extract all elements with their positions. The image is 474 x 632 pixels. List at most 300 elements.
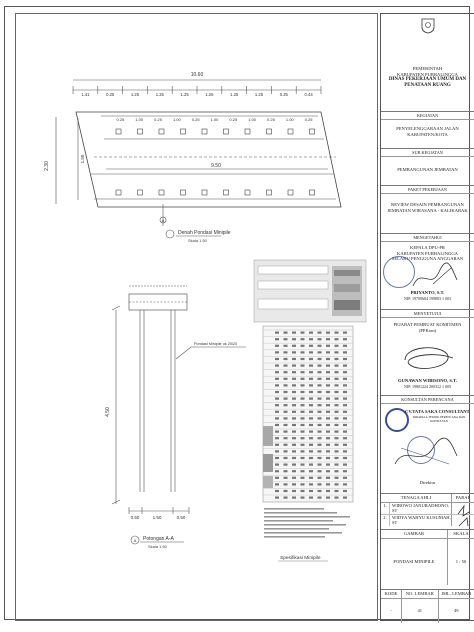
spec-table-cell — [326, 411, 330, 413]
spec-table-cell — [301, 417, 305, 419]
spec-note-line — [264, 524, 346, 526]
spec-table-cell — [275, 371, 279, 373]
plan-pile — [116, 129, 121, 134]
section-view — [112, 286, 246, 544]
plan-top-segment-label: 1.25 — [254, 92, 264, 97]
spec-table-cell — [301, 365, 305, 367]
spec-table-cell — [292, 457, 296, 459]
plan-top-segment-label: 1.41 — [81, 92, 90, 97]
spec-table-cell — [284, 378, 288, 380]
spec-table-cell — [343, 338, 347, 340]
section-bottom-dim: 1.50 — [152, 515, 162, 520]
spec-table-cell — [335, 497, 339, 499]
tb-subkegiatan — [381, 149, 474, 186]
tb-gambar-header: GAMBAR — [381, 530, 448, 538]
tb-kegiatan-value: PENYELENGGARAAN JALAN KABUPATEN/KOTA — [396, 126, 459, 137]
spec-table-cell — [343, 345, 347, 347]
plan-inner-segment-label: 0.25 — [304, 117, 313, 122]
spec-table-cell — [275, 450, 279, 452]
spec-table-cell — [275, 431, 279, 433]
spec-table-cell — [309, 497, 313, 499]
plan-pile — [267, 190, 272, 195]
plan-pile — [159, 129, 164, 134]
tb-kode-value: - — [381, 599, 402, 623]
spec-table-cell — [292, 411, 296, 413]
spec-table-cell — [335, 332, 339, 334]
spec-table-cell — [326, 424, 330, 426]
spec-table-cell — [335, 371, 339, 373]
spec-table-cell — [301, 444, 305, 446]
spec-table-cell — [275, 444, 279, 446]
plan-inner-segment-label: 0.25 — [267, 117, 275, 122]
tb-konsultan — [381, 396, 474, 494]
tb-mengetahui-line1: KEPALA DPU-PR — [410, 245, 445, 251]
spec-table-cell — [309, 470, 313, 472]
plan-pile — [245, 190, 250, 195]
spec-table-cell — [309, 332, 313, 334]
plan-top-segment-label: 1.25 — [130, 92, 140, 97]
spec-table-cell — [343, 437, 347, 439]
spec-table-cell — [275, 404, 279, 406]
spec-table-cell — [335, 483, 339, 485]
spec-table-cell — [309, 450, 313, 452]
spec-table-cell — [335, 338, 339, 340]
spec-table-cell — [292, 483, 296, 485]
spec-table-cell — [343, 477, 347, 479]
spec-table-cell — [326, 384, 330, 386]
spec-table-cell — [335, 365, 339, 367]
spec-table-cell — [335, 345, 339, 347]
tb-tenaga-name: WIDYA WAHYU KUSUMAH, ST — [392, 514, 451, 525]
tb-tenaga-name: WIBOWO JANURADHONO, ST — [390, 503, 452, 514]
spec-table-cell — [301, 345, 305, 347]
plan-inner-segment-labels — [117, 117, 314, 122]
spec-table-cell — [284, 437, 288, 439]
plan-pile — [138, 129, 143, 134]
spec-table-cell — [301, 378, 305, 380]
spec-table-cell — [343, 417, 347, 419]
plan-top-segment-label: 0.44 — [304, 92, 313, 97]
spec-table-cell — [309, 378, 313, 380]
section-bottom-dim: 0.50 — [176, 515, 186, 520]
plan-top-segment-label: 1.25 — [205, 92, 214, 97]
plan-pile — [267, 129, 272, 134]
spec-table-cell — [301, 338, 305, 340]
spec-table-cell — [284, 424, 288, 426]
spec-table-cell — [326, 338, 330, 340]
plan-inner-segment-label: 1.00 — [285, 117, 294, 122]
spec-table-cell — [284, 417, 288, 419]
plan-view — [56, 80, 341, 226]
spec-table-cell — [292, 437, 296, 439]
spec-table-cell — [318, 437, 322, 439]
spec-table-cell — [309, 431, 313, 433]
spec-table-cell — [318, 424, 322, 426]
plan-pile — [310, 190, 315, 195]
spec-table-cell — [335, 378, 339, 380]
spec-table-cell — [275, 398, 279, 400]
spec-table-cell — [292, 464, 296, 466]
tb-org-line1: PEMERINTAH — [412, 66, 443, 71]
spec-table-cell — [275, 437, 279, 439]
tb-menyetujui-header: MENYETUJUI — [381, 310, 474, 318]
spec-table-cell — [301, 464, 305, 466]
spec-table-cell — [335, 384, 339, 386]
spec-table-cell — [335, 351, 339, 353]
spec-table-cell — [301, 431, 305, 433]
spec-table-cell — [309, 358, 313, 360]
spec-table-cell — [301, 391, 305, 393]
tb-konsultan-sub: DIRAPALA TEKNIK PERENCANA DAN KONSULTAN — [412, 415, 466, 423]
technical-drawing — [16, 14, 377, 620]
tb-mengetahui-nip: NIP. 19700604 199803 1 003 — [403, 296, 451, 301]
spec-table-cell — [335, 417, 339, 419]
spec-table-cell — [326, 351, 330, 353]
spec-table-cell — [343, 424, 347, 426]
spec-table-cell — [318, 391, 322, 393]
plan-top-segment-label: 0.25 — [106, 92, 115, 97]
spec-table-cell — [318, 483, 322, 485]
spec-table-cell — [343, 384, 347, 386]
plan-pile — [288, 190, 293, 195]
drawing-area — [15, 13, 378, 621]
spec-table-cell — [318, 497, 322, 499]
spec-table-cell — [309, 365, 313, 367]
tb-mengetahui — [381, 234, 474, 310]
tb-mengetahui-header: MENGETAHUI — [381, 234, 474, 242]
spec-table-cell — [318, 417, 322, 419]
spec-table-cell — [284, 477, 288, 479]
spec-table-cell — [275, 391, 279, 393]
tb-konsultan-header: KONSULTAN PERENCANA — [381, 396, 474, 404]
spec-table-cell — [309, 483, 313, 485]
spec-table-cell — [318, 358, 322, 360]
spec-note-line — [264, 528, 329, 530]
spec-table-cell — [284, 497, 288, 499]
spec-table-cell — [284, 345, 288, 347]
plan-inner-segment-label: 1.00 — [210, 117, 219, 122]
spec-table-cell — [284, 457, 288, 459]
spec-table-cell — [292, 365, 296, 367]
spec-table-cell — [326, 345, 330, 347]
spec-table-cell — [309, 338, 313, 340]
spec-table-cell — [275, 411, 279, 413]
spec-table-cell — [301, 411, 305, 413]
spec-table-cell — [292, 371, 296, 373]
plan-inner-segment-label: 1.00 — [135, 117, 144, 122]
spec-table-cell — [284, 411, 288, 413]
spec-table-cell — [301, 477, 305, 479]
spec-table-cell — [326, 477, 330, 479]
section-bottom-dim: 0.50 — [130, 515, 140, 520]
spec-note-line — [264, 536, 325, 538]
spec-table-cell — [343, 398, 347, 400]
spec-table-cell — [284, 384, 288, 386]
spec-table-cell — [335, 444, 339, 446]
spec-table-cell — [335, 437, 339, 439]
spec-table-cell — [343, 365, 347, 367]
spec-table-cell — [275, 477, 279, 479]
spec-table-cell — [284, 404, 288, 406]
spec-table-cell — [318, 470, 322, 472]
spec-table-cell — [301, 483, 305, 485]
spec-table-cell — [326, 457, 330, 459]
spec-table-cell — [301, 450, 305, 452]
tb-paket-value: REVIEW DESAIN PEMBANGUNAN JEMBATAN WIRASANA - KALIKABAK — [387, 202, 468, 213]
spec-table-cell — [343, 351, 347, 353]
spec-table-cell — [275, 378, 279, 380]
spec-table-cell — [275, 497, 279, 499]
spec-table-cell — [284, 391, 288, 393]
spec-table-cell — [343, 490, 347, 492]
spec-table-cell — [292, 470, 296, 472]
tb-lembar — [381, 590, 474, 622]
spec-table-cell — [292, 384, 296, 386]
plan-title-bubble — [166, 230, 174, 238]
spec-table-cell — [335, 404, 339, 406]
spec-table-cell — [343, 378, 347, 380]
spec-table-cell — [292, 378, 296, 380]
spec-table-cell — [275, 338, 279, 340]
spec-table-cell — [301, 424, 305, 426]
spec-table-cell — [284, 464, 288, 466]
tb-menyetujui-line2: (PPKom) — [418, 327, 437, 333]
spec-table-cell — [318, 384, 322, 386]
head-signature — [411, 262, 461, 292]
tb-konsultan-role: Direktur — [419, 480, 436, 485]
spec-table-cell — [343, 470, 347, 472]
tb-mengetahui-name: PRIYANTO, S.T. — [410, 290, 445, 295]
spec-table-cell — [292, 358, 296, 360]
spec-table-cell — [292, 424, 296, 426]
plan-inner-segment-label: 0.25 — [191, 117, 200, 122]
spec-table-cell — [309, 351, 313, 353]
spec-table-cell — [284, 431, 288, 433]
plan-top-segment-labels — [81, 92, 313, 97]
spec-table-cell — [343, 404, 347, 406]
spec-table-cell — [318, 464, 322, 466]
spec-table-cell — [301, 470, 305, 472]
spec-table-cell — [275, 490, 279, 492]
spec-table-cell — [318, 378, 322, 380]
spec-table-cell — [318, 450, 322, 452]
minipile-spec-image — [254, 260, 366, 538]
spec-note-line — [264, 508, 324, 510]
consultant-signature — [391, 434, 461, 474]
spec-table-cell — [292, 444, 296, 446]
plan-pile — [288, 129, 293, 134]
spec-table-cell — [275, 332, 279, 334]
spec-note-line — [264, 516, 350, 518]
spec-table-cell — [309, 437, 313, 439]
spec-table-cell — [284, 450, 288, 452]
section-mark: A — [133, 538, 137, 543]
spec-table-cell — [275, 365, 279, 367]
tb-menyetujui — [381, 310, 474, 396]
tb-skala-header: SKALA — [453, 531, 469, 536]
spec-table-cell — [335, 464, 339, 466]
spec-table-cell — [318, 338, 322, 340]
spec-note-line — [264, 512, 337, 514]
spec-table-cell — [275, 483, 279, 485]
plan-pile — [224, 190, 229, 195]
spec-table-cell — [275, 464, 279, 466]
spec-table-cell — [284, 365, 288, 367]
tb-lembar-header-row — [381, 590, 474, 599]
plan-piles-row-2 — [116, 190, 315, 195]
section-depth: 4.50 — [105, 407, 111, 417]
plan-pile — [245, 129, 250, 134]
spec-table-cell — [326, 450, 330, 452]
spec-table-cell — [284, 371, 288, 373]
spec-table-cell — [284, 358, 288, 360]
spec-table-cell — [275, 457, 279, 459]
spec-table-cell — [301, 351, 305, 353]
plan-scale: Skala 1:50 — [188, 238, 207, 243]
spec-table-cell — [292, 332, 296, 334]
spec-table-cell — [318, 404, 322, 406]
tb-gambar-value-row — [381, 539, 474, 585]
spec-table-cell — [292, 391, 296, 393]
spec-table-cell — [309, 391, 313, 393]
spec-table-cell — [343, 464, 347, 466]
spec-table-cell — [309, 477, 313, 479]
tb-konsultan-name: CV.TATA SAKA CONSULTANT — [405, 409, 470, 414]
spec-table-cell — [343, 444, 347, 446]
tb-paraf-header: PARAF — [455, 495, 471, 500]
tb-org-line4: PENATAAN RUANG — [404, 83, 451, 88]
spec-table-cell — [292, 490, 296, 492]
tb-subkegiatan-header: SUB KEGIATAN — [381, 149, 474, 157]
tb-org-line2: KABUPATEN PURBALINGGA — [397, 71, 458, 77]
spec-table-cell — [326, 404, 330, 406]
plan-title: Denah Pondasi Minipile — [178, 230, 231, 236]
spec-table-cell — [275, 424, 279, 426]
spec-table-cell — [309, 384, 313, 386]
plan-pile — [202, 129, 207, 134]
section-title: Potongan A-A — [143, 536, 174, 542]
spec-table-cell — [292, 404, 296, 406]
spec-table-cell — [284, 444, 288, 446]
spec-table-cell — [326, 444, 330, 446]
spec-table-cell — [301, 497, 305, 499]
plan-pile — [224, 129, 229, 134]
spec-table-cell — [335, 450, 339, 452]
spec-table-cell — [326, 378, 330, 380]
spec-table-cell — [275, 358, 279, 360]
tb-jmllembar-value: 49 — [453, 607, 459, 613]
spec-table-cell — [326, 391, 330, 393]
spec-table-cell — [343, 431, 347, 433]
spec-table-cell — [318, 345, 322, 347]
spec-table-cell — [318, 490, 322, 492]
section-pile-note: Pondasi Minipile uk 20/20 — [194, 342, 238, 346]
spec-table-cell — [309, 371, 313, 373]
spec-table-cell — [309, 444, 313, 446]
spec-table-cell — [343, 332, 347, 334]
tb-mengetahui-line3: SELAKU PENGGUNA ANGGARAN — [391, 256, 464, 262]
spec-table-cell — [335, 411, 339, 413]
plan-height-label: 2.30 — [44, 161, 50, 171]
section-scale: Skala 1:50 — [148, 544, 167, 549]
title-block — [380, 13, 474, 621]
plan-inner-segment-label: 0.25 — [116, 117, 125, 122]
plan-section-mark: A — [161, 218, 165, 223]
plan-top-segment-label: 1.25 — [180, 92, 189, 97]
spec-table-cell — [318, 332, 322, 334]
spec-table-cell — [301, 384, 305, 386]
plan-pile — [310, 129, 315, 134]
tb-skala-value: 1 : 50 — [455, 558, 467, 564]
spec-table-cell — [343, 411, 347, 413]
tb-kegiatan-header: KEGIATAN — [381, 112, 474, 120]
spec-table-cell — [284, 338, 288, 340]
spec-table-cell — [343, 358, 347, 360]
spec-table-cell — [343, 371, 347, 373]
spec-table-cell — [292, 497, 296, 499]
tb-gambar-header-row — [381, 530, 474, 539]
spec-table-cell — [335, 424, 339, 426]
spec-table-cell — [284, 490, 288, 492]
spec-table-cell — [301, 358, 305, 360]
spec-note-line — [264, 532, 342, 534]
spec-table-cell — [309, 404, 313, 406]
tb-tenaga-no: 1. — [381, 503, 390, 514]
plan-total-width: 10.60 — [190, 72, 204, 78]
plan-pile — [181, 190, 186, 195]
plan-pile — [138, 190, 143, 195]
tb-paket-header: PAKET PEKERJAAN — [381, 186, 474, 194]
tenaga-ahli-initials — [455, 502, 473, 528]
spec-table-cell — [343, 457, 347, 459]
spec-table-cell — [335, 457, 339, 459]
spec-table-cell — [318, 457, 322, 459]
spec-table-cell — [284, 351, 288, 353]
plan-pile — [116, 190, 121, 195]
spec-table-cell — [309, 411, 313, 413]
spec-note-line — [264, 520, 333, 522]
spec-table-cell — [326, 483, 330, 485]
plan-inner-segment-label: 0.25 — [229, 117, 238, 122]
spec-table-cell — [301, 332, 305, 334]
tb-menyetujui-nip: NIP. 19801224 200312 1 005 — [403, 384, 451, 389]
spec-table-cell — [318, 477, 322, 479]
plan-top-segment-label: 0.25 — [279, 92, 288, 97]
spec-table-cell — [318, 371, 322, 373]
spec-table-cell — [335, 358, 339, 360]
tb-tenaga-header: TENAGA AHLI — [381, 494, 452, 502]
spec-table-cell — [292, 345, 296, 347]
tb-nolembar-header: NO. LEMBAR — [402, 590, 439, 598]
spec-table-cell — [335, 431, 339, 433]
spec-table-cell — [309, 398, 313, 400]
spec-table-cell — [318, 411, 322, 413]
spec-table-cell — [309, 490, 313, 492]
tb-jmllembar-header: JML. LEMBAR — [441, 591, 472, 596]
spec-table-cell — [292, 477, 296, 479]
spec-table-cell — [309, 424, 313, 426]
spec-table-cell — [275, 384, 279, 386]
tb-mengetahui-line2: KABUPATEN PURBALINGGA — [397, 250, 458, 256]
plan-top-segment-label: 1.25 — [155, 92, 164, 97]
spec-table-cell — [335, 490, 339, 492]
spec-table-cell — [284, 470, 288, 472]
spec-table-cell — [326, 490, 330, 492]
tb-organization — [381, 14, 474, 112]
spec-table-cell — [292, 431, 296, 433]
tb-tenaga-no: 2. — [381, 515, 390, 526]
spec-table-cell — [318, 365, 322, 367]
